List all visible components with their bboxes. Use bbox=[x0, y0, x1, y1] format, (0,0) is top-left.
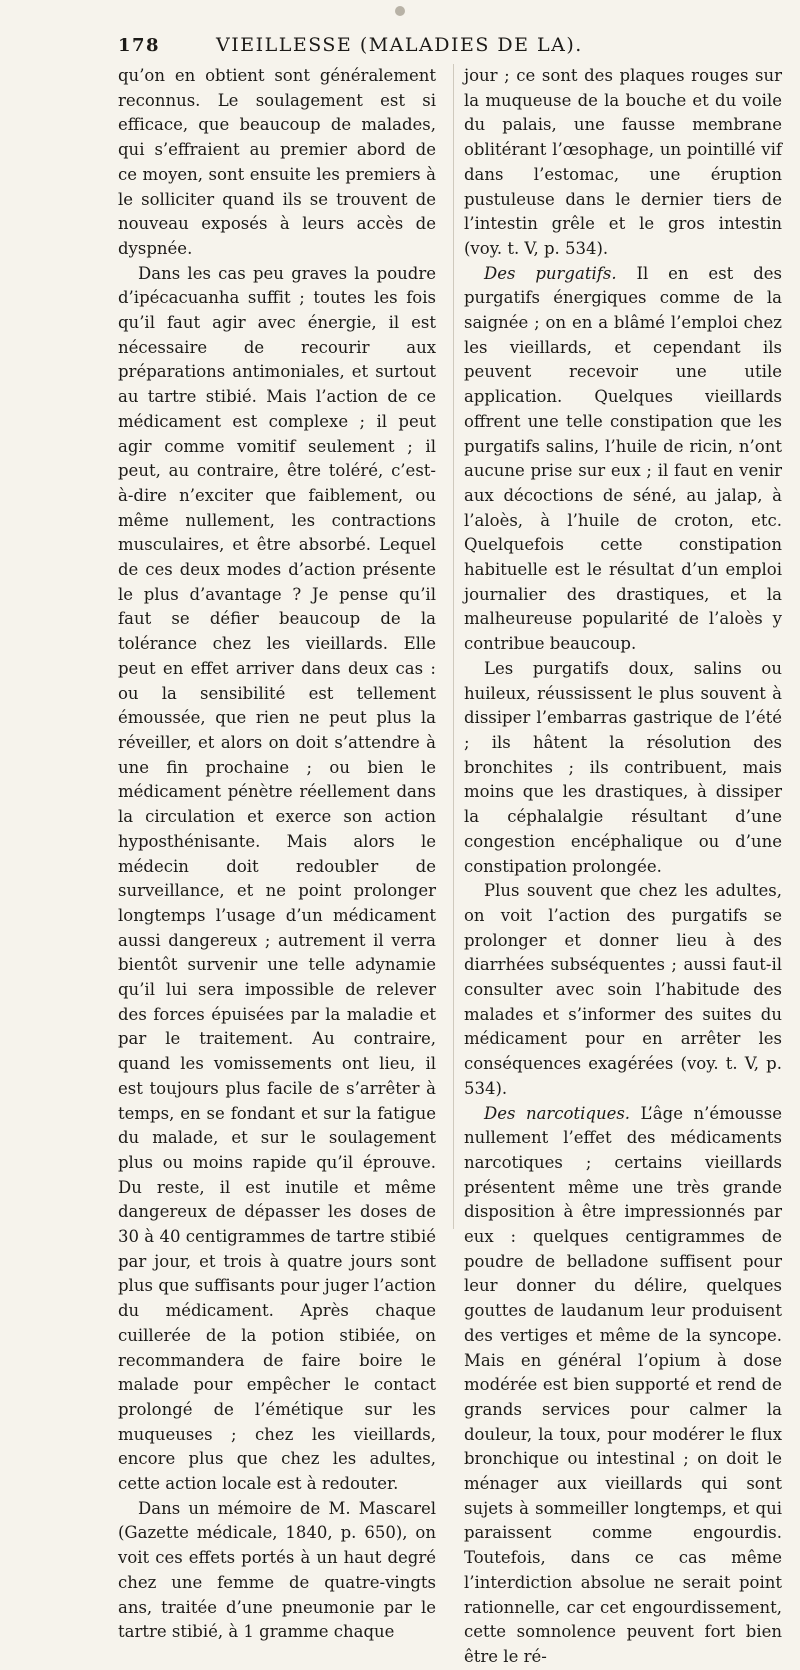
paragraph bbox=[464, 262, 782, 657]
running-title: VIEILLESSE (MALADIES DE LA). bbox=[216, 34, 583, 56]
paragraph: jour ; ce sont des plaques rouges sur la muqueuse de la bouche et du voile du palais, une fausse membrane oblitérant l’œsophage, un pointillé vif dans l’estomac, une éruption pustuleuse dans le dernier tiers de l’intestin grêle et le gros intestin (voy. t. V, p. 534). bbox=[464, 66, 782, 258]
paragraph: qu’on en obtient sont généralement reconnus. Le soulagement est si efficace, que beaucoup de malades, qui s’effraient au premier abord de ce moyen, sont ensuite les premiers à le solliciter quand ils se trouvent de nouveau exposés à leurs accès de dyspnée. bbox=[118, 66, 436, 258]
column-divider bbox=[453, 64, 454, 1229]
paragraph-body: L’âge n’émousse nullement l’effet des médicaments narcotiques ; certains vieillards présentent même une très grande disposition à être impressionnés par eux : quelques centigrammes de poudre de belladone suffisent pour leur donner du délire, quelques gouttes de laudanum leur produisent des vertiges et même de la syncope. Mais en général l’opium à dose modérée est bien supporté et rend de grands services pour calmer la douleur, la toux, pour modérer le flux bronchique ou intestinal ; on doit le ménager aux vieillards qui sont sujets à sommeiller longtemps, et qui paraissent comme engourdis. Toutefois, dans ce cas même l’interdiction absolue ne serait point rationnelle, car cet engourdissement, cette somnolence peuvent fort bien être le ré- bbox=[464, 1103, 782, 1666]
paragraph: Les purgatifs doux, salins ou huileux, réussissent le plus souvent à dissiper l’embarras gastrique de l’été ; ils hâtent la résolution des bronchites ; ils contribuent, mais moins que les drastiques, à dissiper la céphalalgie résultant d’une congestion encéphalique ou d’une constipation prolongée. bbox=[464, 658, 782, 876]
page-number: 178 bbox=[118, 35, 161, 56]
paragraph bbox=[464, 1102, 782, 1670]
paragraph: Dans les cas peu graves la poudre d’ipécacuanha suffit ; toutes les fois qu’il faut agir avec énergie, il est nécessaire de recourir aux préparations antimoniales, et surtout au tartre stibié. Mais l’action de ce médicament est complexe ; il peut agir comme vomitif seulement ; il peut, au contraire, être toléré, c’est-à-dire n’exciter que faiblement, ou même nullement, les contractions musculaires, et être absorbé. Lequel de ces deux modes d’action présente le plus d’avantage ? Je pense qu’il faut se défier beaucoup de la tolérance chez les vieillards. Elle peut en effet arriver dans deux cas : ou la sensibilité est tellement émoussée, que rien ne peut plus la réveiller, et alors on doit s’attendre à une fin prochaine ; ou bien le médicament pénètre réellement dans la circulation et exerce son action hyposthénisante. Mais alors le médecin doit redoubler de surveillance, et ne point prolonger longtemps l’usage d’un médicament aussi dangereux ; autrement il verra bientôt survenir une telle adynamie qu’il lui sera impossible de relever des forces épuisées par la maladie et par le traitement. Au contraire, quand les vomissements ont lieu, il est toujours plus facile de s’arrêter à temps, en se fondant et sur la fatigue du malade, et sur le soulagement plus ou moins rapide qu’il éprouve. Du reste, il est inutile et même dangereux de dépasser les doses de 30 à 40 centigrammes de tartre stibié par jour, et trois à quatre jours sont plus que suffisants pour juger l’action du médicament. Après chaque cuillerée de la potion stibiée, on recommandera de faire boire le malade pour empêcher le contact prolongé de l’émétique sur les muqueuses ; chez les vieillards, encore plus que chez les adultes, cette action locale est à redouter. bbox=[118, 263, 436, 1494]
page-ink-spot bbox=[395, 6, 405, 16]
section-heading: Des purgatifs. bbox=[484, 263, 617, 283]
running-header bbox=[118, 34, 758, 64]
left-column bbox=[118, 64, 436, 1645]
paragraph: Dans un mémoire de M. Mascarel (Gazette médicale, 1840, p. 650), on voit ces effets portés à un haut degré chez une femme de quatre-vingts ans, traitée d’une pneumonie par le tartre stibié, à 1 gramme chaque bbox=[118, 1498, 436, 1642]
paragraph-body: Il en est des purgatifs énergiques comme de la saignée ; on en a blâmé l’emploi chez les vieillards, et cependant ils peuvent recevoir une utile application. Quelques vieillards offrent une telle constipation que les purgatifs salins, l’huile de ricin, n’ont aucune prise sur eux ; il faut en venir aux décoctions de séné, au jalap, à l’aloès, à l’huile de croton, etc. Quelquefois cette constipation habituelle est le résultat d’un emploi journalier des drastiques, et la malheureuse popularité de l’aloès y contribue beaucoup. bbox=[464, 263, 782, 654]
section-heading: Des narcotiques. bbox=[484, 1103, 631, 1123]
paragraph: Plus souvent que chez les adultes, on voit l’action des purgatifs se prolonger et donner lieu à des diarrhées subséquentes ; aussi faut-il consulter avec soin l’habitude des malades et s’informer des suites du médicament pour en arrêter les conséquences exagérées (voy. t. V, p. 534). bbox=[464, 881, 782, 1098]
right-column bbox=[464, 64, 782, 1670]
